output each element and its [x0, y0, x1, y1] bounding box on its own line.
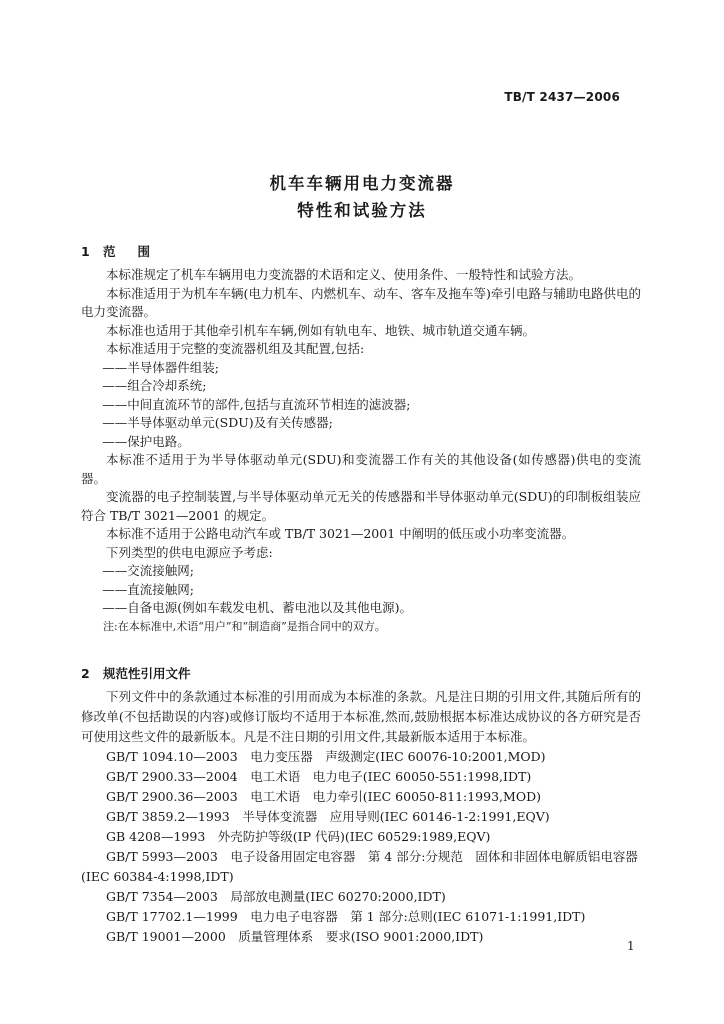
paragraph: 本标准不适用于公路电动汽车或 TB/T 3021—2001 中阐明的低压或小功率变流器。 — [106, 526, 575, 541]
section-number: 1 — [81, 244, 90, 259]
list-item: ——组合冷却系统; — [102, 378, 207, 393]
document-title-line1: 机车车辆用电力变流器 — [269, 174, 455, 193]
paragraph: 变流器的电子控制装置,与半导体驱动单元无关的传感器和半导体驱动单元(SDU)的印制板组装应符合 TB/T 3021—2001 的规定。 — [81, 489, 641, 523]
reference-item: GB/T 17702.1—1999 电力电子电容器 第 1 部分:总则(IEC 61071-1:1991,IDT) — [106, 909, 586, 924]
paragraph: 本标准规定了机车车辆用电力变流器的术语和定义、使用条件、一般特性和试验方法。 — [106, 267, 582, 282]
reference-item: GB/T 19001—2000 质量管理体系 要求(ISO 9001:2000,IDT) — [106, 929, 484, 944]
paragraph: 本标准适用于完整的变流器机组及其配置,包括: — [106, 341, 365, 356]
document-title-line2: 特性和试验方法 — [297, 201, 427, 220]
paragraph: 本标准适用于为机车车辆(电力机车、内燃机车、动车、客车及拖车等)牵引电路与辅助电路供电的电力变流器。 — [81, 285, 641, 319]
list-item: ——半导体器件组装; — [102, 359, 219, 375]
reference-item: GB 4208—1993 外壳防护等级(IP 代码)(IEC 60529:1989,EQV) — [106, 829, 491, 844]
section-title: 范围 — [103, 244, 173, 259]
list-item: ——保护电路。 — [102, 433, 190, 449]
reference-item: GB/T 5993—2003 电子设备用固定电容器 第 4 部分:分规范 固体和非固体电解质铝电容器(IEC 60384-4:1998,IDT) — [81, 849, 638, 884]
reference-item: GB/T 1094.10—2003 电力变压器 声级测定(IEC 60076-10:2001,MOD) — [106, 749, 546, 764]
page-number: 1 — [627, 939, 635, 953]
standard-code: TB/T 2437—2006 — [504, 90, 620, 104]
section-1-heading — [81, 246, 172, 259]
section-2-body — [81, 687, 641, 947]
list-item: ——自备电源(例如车载发电机、蓄电池以及其他电源)。 — [102, 600, 413, 615]
list-item: ——中间直流环节的部件,包括与直流环节相连的滤波器; — [102, 396, 411, 412]
note: 注:在本标准中,术语“用户”和“制造商”是指合同中的双方。 — [103, 619, 386, 633]
reference-item: GB/T 3859.2—1993 半导体变流器 应用导则(IEC 60146-1-2:1991,EQV) — [106, 809, 550, 824]
reference-item: GB/T 2900.33—2004 电工术语 电力电子(IEC 60050-551:1998,IDT) — [106, 769, 532, 784]
section-number: 2 — [81, 666, 90, 681]
paragraph: 下列类型的供电电源应予考虑: — [106, 544, 273, 560]
reference-item: GB/T 2900.36—2003 电工术语 电力牵引(IEC 60050-811:1993,MOD) — [106, 789, 541, 804]
paragraph: 本标准也适用于其他牵引机车车辆,例如有轨电车、地铁、城市轨道交通车辆。 — [106, 322, 535, 338]
paragraph: 下列文件中的条款通过本标准的引用而成为本标准的条款。凡是注日期的引用文件,其随后所有的修改单(不包括勘误的内容)或修订版均不适用于本标准,然而,鼓励根据本标准达成协议的各方研究是否可使用这些文件的最新版本。凡是不注日期的引用文件,其最新版本适用于本标准。 — [81, 689, 641, 744]
section-title: 规范性引用文件 — [103, 666, 191, 681]
section-2-heading — [81, 668, 191, 681]
list-item: ——直流接触网; — [102, 581, 194, 597]
section-1-body — [81, 266, 641, 636]
list-item: ——半导体驱动单元(SDU)及有关传感器; — [102, 415, 333, 430]
list-item: ——交流接触网; — [102, 563, 194, 578]
reference-item: GB/T 7354—2003 局部放电测量(IEC 60270:2000,IDT) — [106, 889, 446, 904]
paragraph: 本标准不适用于为半导体驱动单元(SDU)和变流器工作有关的其他设备(如传感器)供电的变流器。 — [81, 452, 641, 486]
